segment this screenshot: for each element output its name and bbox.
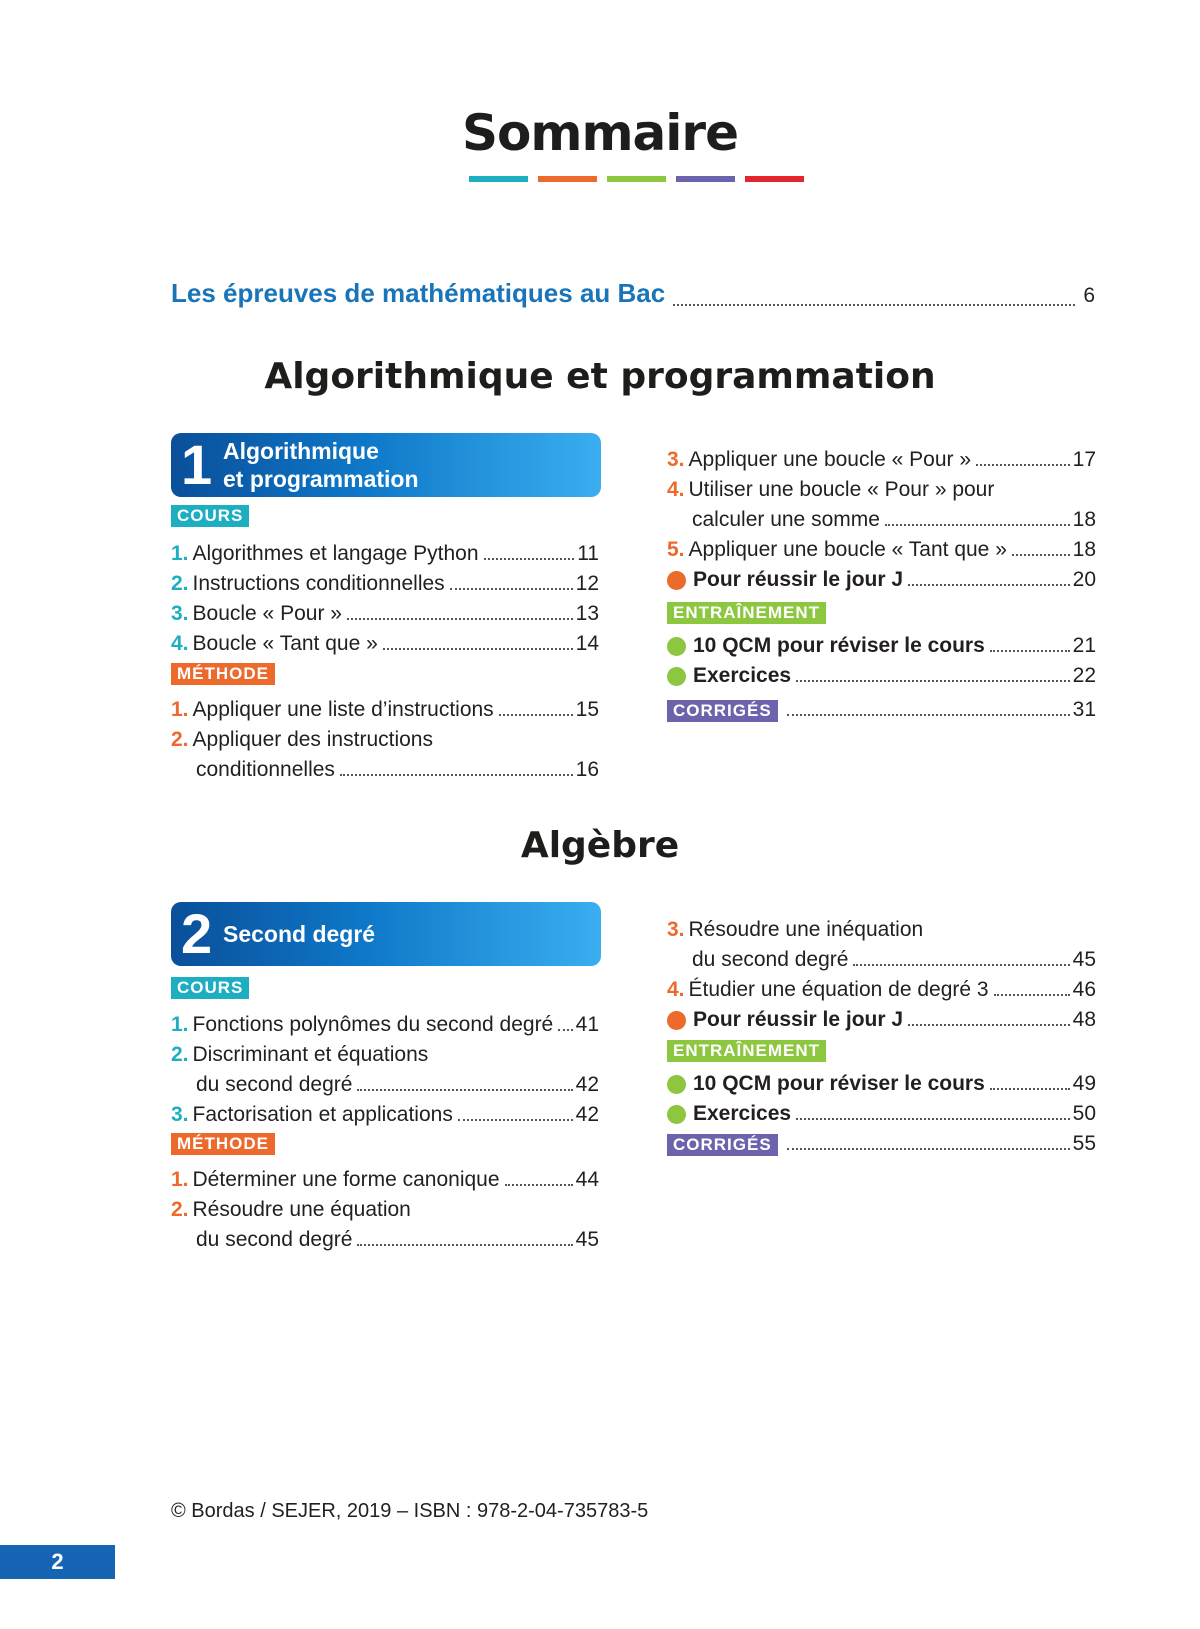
dot-leader xyxy=(484,558,575,560)
dot-leader xyxy=(450,588,573,590)
item-text: Appliquer une boucle « Pour » xyxy=(688,448,972,471)
green-bullet-icon xyxy=(667,637,686,656)
dot-leader xyxy=(357,1089,572,1091)
item-text: Exercices xyxy=(693,664,792,687)
item-number: 3. xyxy=(667,448,685,471)
toc-row-continued[interactable] xyxy=(196,1222,599,1252)
dot-leader xyxy=(673,303,1075,306)
toc-row-exercices[interactable] xyxy=(667,1096,1096,1126)
item-page: 11 xyxy=(577,542,599,565)
item-number: 1. xyxy=(171,698,189,721)
item-text: du second degré xyxy=(692,948,849,971)
toc-row-qcm[interactable] xyxy=(667,628,1096,658)
item-text: Factorisation et applications xyxy=(192,1103,453,1126)
dot-leader xyxy=(787,714,1070,716)
dot-leader xyxy=(347,618,573,620)
title-underline xyxy=(469,176,804,182)
toc-row[interactable] xyxy=(171,1097,599,1127)
chapter-label-line2: et programmation xyxy=(223,466,419,492)
corriges-tag: CORRIGÉS xyxy=(667,1134,778,1156)
item-text: Boucle « Tant que » xyxy=(192,632,378,655)
dot-leader xyxy=(990,650,1070,652)
item-text: 10 QCM pour réviser le cours xyxy=(693,1072,985,1095)
toc-row-jour-j[interactable] xyxy=(667,562,1096,592)
item-number: 2. xyxy=(171,728,189,751)
chapter-1-header[interactable] xyxy=(171,433,601,497)
item-page: 41 xyxy=(575,1013,599,1036)
toc-entry-label: Les épreuves de mathématiques au Bac xyxy=(171,278,666,308)
item-page: 55 xyxy=(1072,1132,1096,1155)
green-bullet-icon xyxy=(667,667,686,686)
item-text: du second degré xyxy=(196,1073,353,1096)
item-page: 31 xyxy=(1072,698,1096,721)
item-page: 42 xyxy=(575,1073,599,1096)
dot-leader xyxy=(558,1029,572,1031)
chapter-number: 2 xyxy=(181,902,213,965)
item-text: Résoudre une équation xyxy=(192,1198,411,1221)
item-page: 18 xyxy=(1072,508,1096,531)
orange-bullet-icon xyxy=(667,571,686,590)
item-text: Exercices xyxy=(693,1102,792,1125)
orange-bullet-icon xyxy=(667,1011,686,1030)
copyright-notice: © Bordas / SEJER, 2019 – ISBN : 978-2-04-735783-5 xyxy=(171,1500,649,1522)
chapter-label-line1: Algorithmique xyxy=(223,438,379,464)
toc-entry-epreuves[interactable] xyxy=(171,278,1095,312)
item-page: 50 xyxy=(1072,1102,1096,1125)
item-text: Instructions conditionnelles xyxy=(192,572,445,595)
item-number: 4. xyxy=(171,632,189,655)
title-bar-3 xyxy=(607,176,666,182)
toc-row[interactable] xyxy=(667,972,1096,1002)
toc-row-qcm[interactable] xyxy=(667,1066,1096,1096)
chapter-label-line1: Second degré xyxy=(223,921,376,947)
item-page: 45 xyxy=(1072,948,1096,971)
dot-leader xyxy=(499,714,573,716)
toc-row-corriges[interactable] xyxy=(667,1126,1096,1156)
item-text: Boucle « Pour » xyxy=(192,602,342,625)
dot-leader xyxy=(357,1244,572,1246)
dot-leader xyxy=(796,1118,1070,1120)
dot-leader xyxy=(853,964,1069,966)
toc-row-continued[interactable] xyxy=(196,752,599,782)
item-text: Discriminant et équations xyxy=(192,1043,429,1066)
dot-leader xyxy=(340,774,573,776)
item-number: 5. xyxy=(667,538,685,561)
toc-row[interactable] xyxy=(171,596,599,626)
item-text: du second degré xyxy=(196,1228,353,1251)
title-bar-5 xyxy=(745,176,804,182)
item-page: 46 xyxy=(1072,978,1096,1001)
item-text: Appliquer des instructions xyxy=(192,728,433,751)
toc-row-jour-j[interactable] xyxy=(667,1002,1096,1032)
dot-leader xyxy=(908,584,1070,586)
item-number: 3. xyxy=(171,602,189,625)
toc-row-continued[interactable] xyxy=(196,1067,599,1097)
chapter-2-header[interactable] xyxy=(171,902,601,966)
item-text: Résoudre une inéquation xyxy=(688,918,924,941)
item-page: 20 xyxy=(1072,568,1096,591)
item-page: 16 xyxy=(575,758,599,781)
entrainement-tag: ENTRAÎNEMENT xyxy=(667,1040,826,1062)
toc-row[interactable] xyxy=(171,1007,599,1037)
item-text: Appliquer une boucle « Tant que » xyxy=(688,538,1007,561)
green-bullet-icon xyxy=(667,1105,686,1124)
item-number: 3. xyxy=(667,918,685,941)
green-bullet-icon xyxy=(667,1075,686,1094)
item-page: 14 xyxy=(575,632,599,655)
item-number: 4. xyxy=(667,478,685,501)
dot-leader xyxy=(458,1119,573,1121)
chapter-number: 1 xyxy=(181,433,213,496)
dot-leader xyxy=(505,1184,573,1186)
page-number: 2 xyxy=(0,1545,115,1579)
title-bar-4 xyxy=(676,176,735,182)
item-text: Appliquer une liste d’instructions xyxy=(192,698,494,721)
item-number: 2. xyxy=(171,1043,189,1066)
item-text: Algorithmes et langage Python xyxy=(192,542,479,565)
item-number: 1. xyxy=(171,542,189,565)
dot-leader xyxy=(1012,554,1070,556)
item-text: calculer une somme xyxy=(692,508,880,531)
item-number: 3. xyxy=(171,1103,189,1126)
toc-row[interactable] xyxy=(171,692,599,722)
methode-tag: MÉTHODE xyxy=(171,1133,275,1155)
item-text: Utiliser une boucle « Pour » pour xyxy=(688,478,995,501)
item-number: 4. xyxy=(667,978,685,1001)
dot-leader xyxy=(976,464,1070,466)
item-page: 13 xyxy=(575,602,599,625)
item-text: 10 QCM pour réviser le cours xyxy=(693,634,985,657)
item-page: 44 xyxy=(575,1168,599,1191)
dot-leader xyxy=(796,680,1070,682)
toc-row[interactable] xyxy=(171,536,599,566)
entrainement-tag: ENTRAÎNEMENT xyxy=(667,602,826,624)
methode-tag: MÉTHODE xyxy=(171,663,275,685)
item-number: 1. xyxy=(171,1168,189,1191)
dot-leader xyxy=(990,1088,1070,1090)
item-text: Étudier une équation de degré 3 xyxy=(688,978,989,1001)
cours-tag: COURS xyxy=(171,505,249,527)
section-title-algebre: Algèbre xyxy=(520,825,680,866)
dot-leader xyxy=(994,994,1070,996)
toc-row[interactable] xyxy=(667,442,1096,472)
toc-row[interactable] xyxy=(171,626,599,656)
item-page: 15 xyxy=(575,698,599,721)
title-bar-1 xyxy=(469,176,528,182)
item-page: 49 xyxy=(1072,1072,1096,1095)
item-page: 17 xyxy=(1072,448,1096,471)
toc-row[interactable] xyxy=(667,532,1096,562)
dot-leader xyxy=(885,524,1070,526)
item-page: 45 xyxy=(575,1228,599,1251)
toc-row[interactable] xyxy=(171,1192,599,1222)
toc-row-continued[interactable] xyxy=(692,502,1096,532)
item-number: 2. xyxy=(171,1198,189,1221)
dot-leader xyxy=(787,1148,1070,1150)
item-page: 18 xyxy=(1072,538,1096,561)
cours-tag: COURS xyxy=(171,977,249,999)
toc-row[interactable] xyxy=(667,472,1096,502)
toc-row[interactable] xyxy=(171,1037,599,1067)
item-page: 42 xyxy=(575,1103,599,1126)
toc-row[interactable] xyxy=(171,566,599,596)
toc-row-continued[interactable] xyxy=(692,942,1096,972)
corriges-tag: CORRIGÉS xyxy=(667,700,778,722)
item-number: 1. xyxy=(171,1013,189,1036)
item-page: 12 xyxy=(575,572,599,595)
item-text: conditionnelles xyxy=(196,758,335,781)
item-text: Pour réussir le jour J xyxy=(693,568,904,591)
item-page: 21 xyxy=(1072,634,1096,657)
title-bar-2 xyxy=(538,176,597,182)
toc-row[interactable] xyxy=(171,1162,599,1192)
dot-leader xyxy=(383,648,573,650)
item-page: 48 xyxy=(1072,1008,1096,1031)
toc-entry-page: 6 xyxy=(1083,284,1095,307)
toc-row-exercices[interactable] xyxy=(667,658,1096,688)
toc-row[interactable] xyxy=(171,722,599,752)
toc-row-corriges[interactable] xyxy=(667,692,1096,722)
item-text: Fonctions polynômes du second degré xyxy=(192,1013,554,1036)
dot-leader xyxy=(908,1024,1070,1026)
page-title: Sommaire xyxy=(461,104,738,162)
section-title-algorithmique: Algorithmique et programmation xyxy=(264,356,936,397)
item-page: 22 xyxy=(1072,664,1096,687)
toc-row[interactable] xyxy=(667,912,1096,942)
item-number: 2. xyxy=(171,572,189,595)
item-text: Pour réussir le jour J xyxy=(693,1008,904,1031)
item-text: Déterminer une forme canonique xyxy=(192,1168,500,1191)
